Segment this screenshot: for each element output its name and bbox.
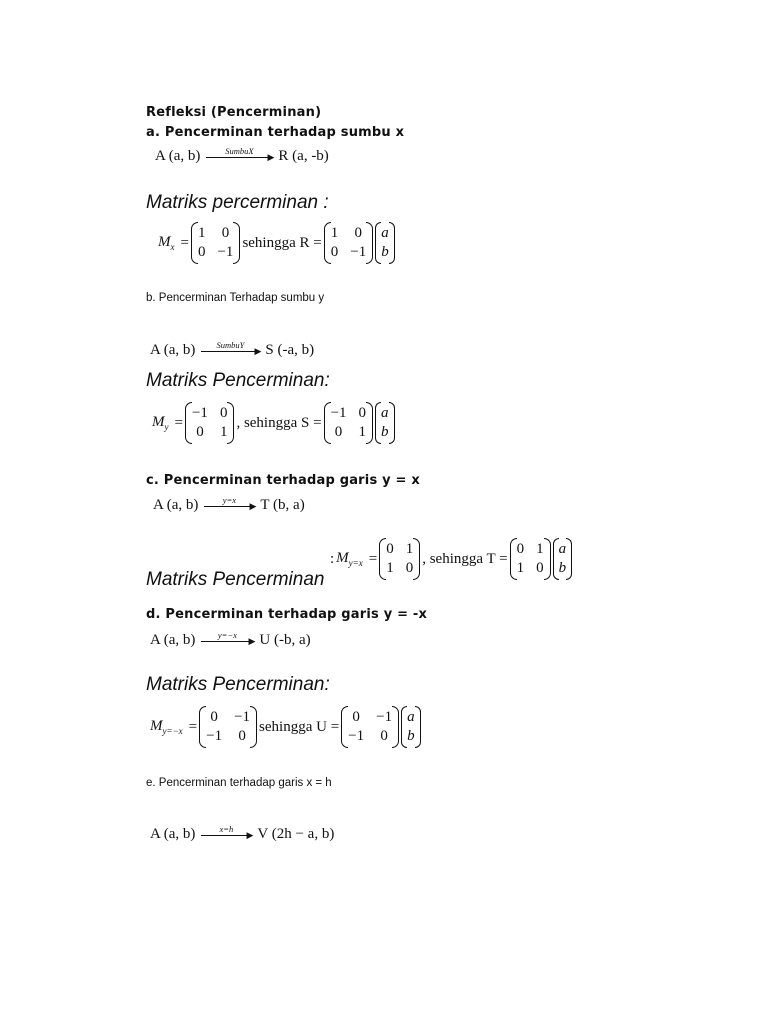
section-a-matrix-equation: [158, 224, 395, 262]
section-d-matrix-equation: [150, 708, 421, 746]
section-c-mapping: A (a, b) y=x ▶ T (b, a): [153, 494, 305, 513]
section-c-connector: , sehingga T =: [422, 550, 508, 567]
section-e-arrow-label: x=h: [219, 823, 234, 834]
section-b-map-from: A (a, b): [150, 342, 196, 358]
section-d-matrix: 0 −1 −1 0: [199, 708, 257, 746]
equals-sign: =: [180, 234, 189, 251]
section-b-matrix-equation: [152, 404, 395, 442]
section-a-vector: a b: [375, 224, 395, 262]
section-c-arrow-label: y=x: [222, 494, 237, 505]
section-d-map-to: U (-b, a): [259, 632, 311, 648]
section-d-matrix-heading: Matriks Pencerminan:: [146, 674, 330, 695]
section-b-matrix-repeat: −1 0 0 1: [324, 404, 373, 442]
section-d-vector: a b: [401, 708, 421, 746]
section-b-matrix-heading: Matriks Pencerminan:: [146, 370, 330, 391]
section-b-heading: b. Pencerminan Terhadap sumbu y: [146, 292, 325, 304]
section-a-heading: a. Pencerminan terhadap sumbu x: [146, 125, 405, 140]
section-b-connector: , sehingga S =: [236, 414, 322, 431]
section-d-matrix-name: $M_{y=-x}$: [150, 718, 183, 736]
section-e-map-from: A (a, b): [150, 826, 196, 842]
section-e-mapping: A (a, b) x=h ▶ V (2h − a, b): [150, 823, 335, 842]
section-e-heading: e. Pencerminan terhadap garis x = h: [146, 777, 332, 789]
section-a-matrix-repeat: 1 0 0 −1: [324, 224, 373, 262]
section-a-map-to: R (a, -b): [278, 148, 329, 164]
section-d-mapping: A (a, b) y=−x ▶ U (-b, a): [150, 629, 311, 648]
section-b-matrix: −1 0 0 1: [185, 404, 234, 442]
section-c-heading: c. Pencerminan terhadap garis y = x: [146, 473, 420, 488]
section-c-matrix-repeat: 0 1 1 0: [510, 540, 551, 578]
section-c-map-to: T (b, a): [260, 497, 305, 513]
section-a-matrix-name: $M_x$: [158, 234, 175, 252]
section-a-matrix: 1 0 0 −1: [191, 224, 240, 262]
section-e-map-to: V (2h − a, b): [257, 826, 335, 842]
section-b-matrix-name: $M_y$: [152, 414, 169, 432]
section-a-arrow-label: SumbuX: [225, 145, 254, 156]
section-a-mapping: A (a, b) SumbuX ▶ R (a, -b): [155, 145, 329, 164]
section-b-vector: a b: [375, 404, 395, 442]
section-d-heading: d. Pencerminan terhadap garis y = -x: [146, 607, 428, 622]
equals-sign: =: [188, 718, 198, 735]
equals-sign: =: [368, 550, 378, 567]
section-b-map-to: S (-a, b): [265, 342, 315, 358]
section-c-vector: a b: [553, 540, 573, 578]
section-c-matrix-name: $M_{y=x}$: [336, 550, 363, 568]
section-c-map-from: A (a, b): [153, 497, 199, 513]
section-d-connector: sehingga U =: [259, 718, 340, 735]
section-b-mapping: A (a, b) SumbuY ▶ S (-a, b): [150, 339, 315, 358]
section-d-matrix-repeat: 0 −1 −1 0: [341, 708, 399, 746]
section-c-prefix: :: [330, 550, 335, 567]
section-a-map-from: A (a, b): [155, 148, 201, 164]
section-c-matrix-heading: Matriks Pencerminan: [146, 569, 325, 590]
section-c-matrix: 0 1 1 0: [379, 540, 420, 578]
section-b-arrow-label: SumbuY: [216, 339, 245, 350]
section-a-connector: sehingga R =: [242, 234, 322, 251]
section-c-matrix-equation: [330, 540, 572, 578]
equals-sign: =: [174, 414, 183, 431]
section-d-arrow-label: y=−x: [217, 629, 237, 640]
section-a-matrix-heading: Matriks percerminan :: [146, 192, 329, 213]
document-title: Refleksi (Pencerminan): [146, 105, 322, 120]
section-d-map-from: A (a, b): [150, 632, 196, 648]
